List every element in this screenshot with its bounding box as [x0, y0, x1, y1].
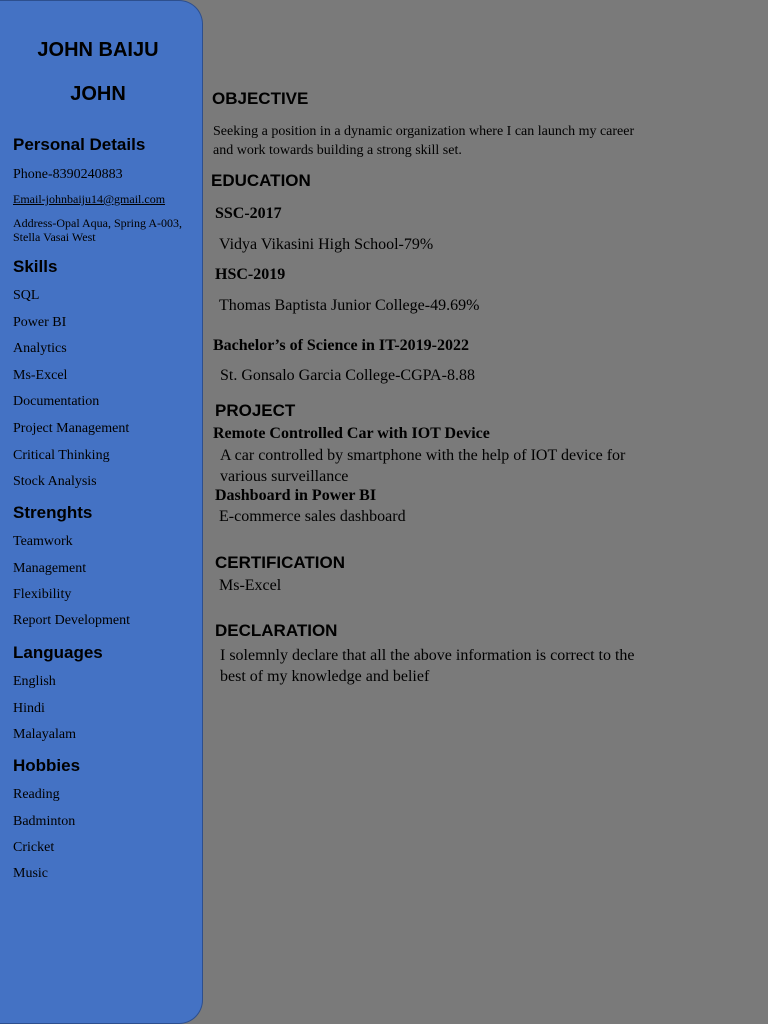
education-detail: Thomas Baptista Junior College-49.69%	[219, 297, 480, 314]
education-detail: Vidya Vikasini High School-79%	[219, 236, 434, 253]
education-title: HSC-2019	[215, 266, 286, 283]
personal-details-heading: Personal Details	[13, 135, 146, 154]
skill-item: Power BI	[13, 315, 67, 330]
strength-item: Report Development	[13, 613, 131, 628]
skill-item: Ms-Excel	[13, 368, 68, 383]
hobby-item: Cricket	[13, 840, 55, 855]
education-title: Bachelor’s of Science in IT-2019-2022	[213, 337, 469, 354]
strength-item: Teamwork	[13, 534, 73, 549]
project-detail: E-commerce sales dashboard	[219, 508, 406, 525]
email-link[interactable]: Email-johnbaiju14@gmail.com	[13, 192, 166, 206]
hobbies-heading: Hobbies	[13, 756, 81, 775]
name-line-1: JOHN BAIJU	[37, 39, 159, 61]
skill-item: Stock Analysis	[13, 474, 97, 489]
project-heading: PROJECT	[215, 401, 296, 420]
hobby-item: Badminton	[13, 814, 76, 829]
education-heading: EDUCATION	[211, 171, 311, 190]
education-title: SSC-2017	[215, 205, 282, 222]
skill-item: SQL	[13, 288, 40, 303]
project-detail: A car controlled by smartphone with the help of IOT device for various surveillance	[220, 447, 626, 485]
declaration-heading: DECLARATION	[215, 621, 338, 640]
language-item: Hindi	[13, 701, 45, 716]
skill-item: Analytics	[13, 341, 67, 356]
project-title: Dashboard in Power BI	[215, 487, 377, 504]
objective-heading: OBJECTIVE	[212, 89, 309, 108]
hobby-item: Reading	[13, 787, 60, 802]
declaration-text: I solemnly declare that all the above information is correct to the best of my knowledge and belief	[220, 647, 635, 685]
name-line-2: JOHN	[70, 83, 126, 105]
phone-text: Phone-8390240883	[13, 167, 123, 182]
education-detail: St. Gonsalo Garcia College-CGPA-8.88	[220, 367, 475, 384]
strength-item: Management	[13, 561, 87, 576]
certification-text: Ms-Excel	[219, 577, 282, 594]
language-item: English	[13, 674, 56, 689]
strength-item: Flexibility	[13, 587, 72, 602]
sidebar	[0, 0, 203, 1024]
skill-item: Critical Thinking	[13, 448, 110, 463]
languages-heading: Languages	[13, 643, 103, 662]
address-text: Address-Opal Aqua, Spring A-003, Stella Vasai West	[13, 216, 182, 244]
project-title: Remote Controlled Car with IOT Device	[213, 425, 490, 442]
skills-heading: Skills	[13, 257, 58, 276]
hobby-item: Music	[13, 866, 48, 881]
certification-heading: CERTIFICATION	[215, 553, 346, 572]
strengths-heading: Strenghts	[13, 503, 93, 522]
language-item: Malayalam	[13, 727, 76, 742]
skill-item: Documentation	[13, 394, 100, 409]
objective-text: Seeking a position in a dynamic organization where I can launch my career and work towards building a strong skill set.	[213, 124, 635, 158]
skill-item: Project Management	[13, 421, 130, 436]
